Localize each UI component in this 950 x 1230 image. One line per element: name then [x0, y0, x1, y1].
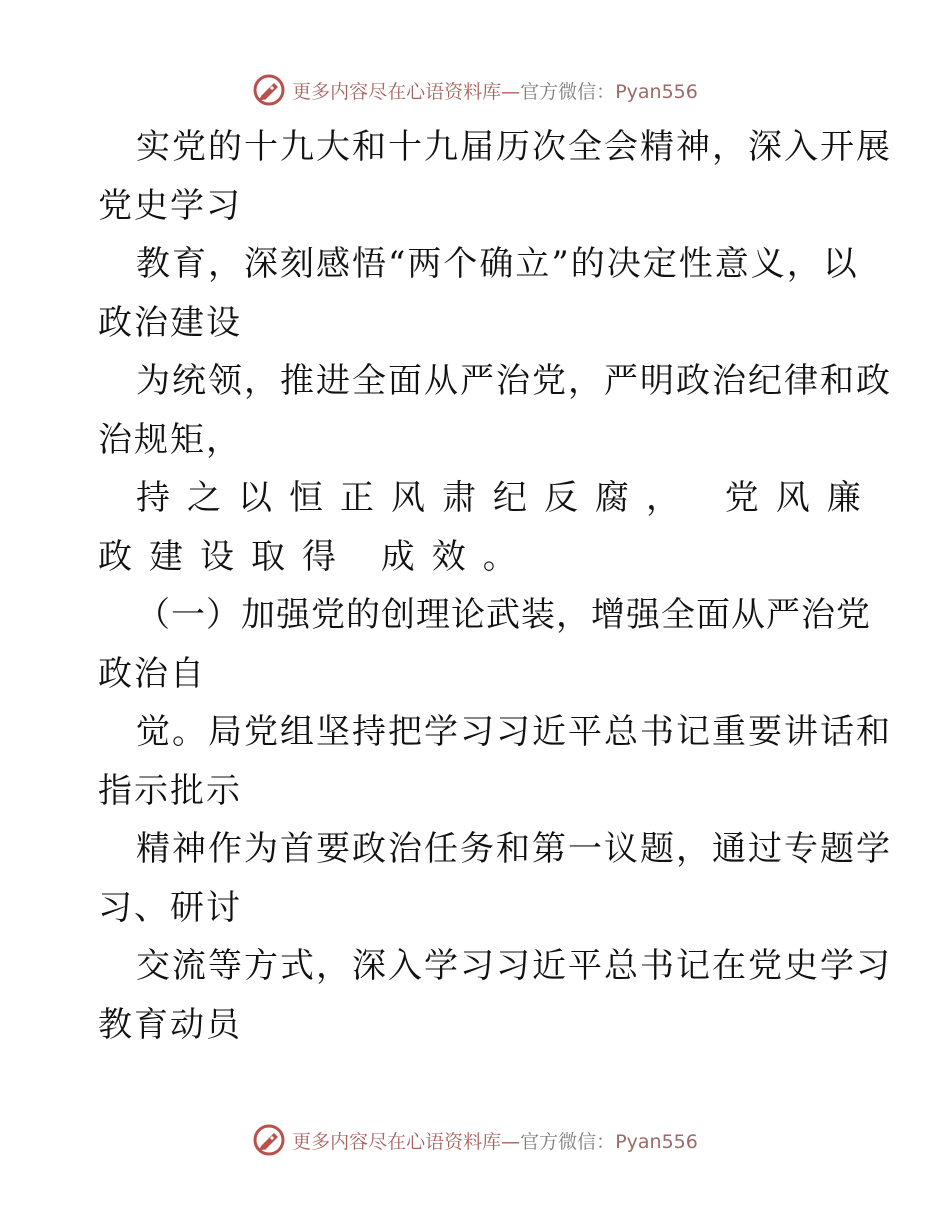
paragraph-line: 政建设取得 成效。 [98, 536, 534, 577]
footer-watermark [0, 1120, 950, 1160]
paragraph-line: 党史学习 [98, 185, 242, 226]
paragraph-line: 指示批示 [98, 770, 242, 811]
section-heading-line: （一）加强党的创理论武装，增强全面从严治党 [136, 595, 871, 635]
document-body [98, 118, 892, 1054]
watermark-wechat-id: Pyan556 [615, 80, 698, 103]
watermark-site-text: 更多内容尽在心语资料库 [292, 1130, 502, 1153]
pen-nib-logo-icon [252, 1123, 286, 1157]
watermark-official-label: 官方微信： [520, 80, 616, 103]
watermark-dash: — [501, 80, 521, 103]
paragraph-line: 政治建设 [98, 302, 242, 343]
watermark-text [292, 77, 698, 104]
paragraph-line: 交流等方式，深入学习习近平总书记在党史学习 [136, 946, 892, 986]
paragraph-line: 为统领，推进全面从严治党，严明政治纪律和政 [136, 361, 892, 401]
paragraph-line: 持之以恒正风肃纪反腐， 党风廉 [136, 478, 878, 518]
watermark-text [292, 1127, 698, 1154]
paragraph-line: 治规矩， [98, 419, 242, 460]
paragraph-line: 教育，深刻感悟“两个确立”的决定性意义，以 [136, 244, 859, 284]
watermark-wechat-id: Pyan556 [615, 1130, 698, 1153]
paragraph-line: 觉。局党组坚持把学习习近平总书记重要讲话和 [136, 712, 892, 752]
watermark-official-label: 官方微信： [520, 1130, 616, 1153]
watermark-dash: — [501, 1130, 521, 1153]
paragraph-line: 实党的十九大和十九届历次全会精神，深入开展 [136, 127, 892, 167]
header-watermark [0, 70, 950, 110]
watermark-site-text: 更多内容尽在心语资料库 [292, 80, 502, 103]
paragraph-line: 精神作为首要政治任务和第一议题，通过专题学 [136, 829, 892, 869]
paragraph-line: 政治自 [98, 653, 206, 694]
paragraph-line: 教育动员 [98, 1004, 242, 1045]
pen-nib-logo-icon [252, 73, 286, 107]
paragraph-line: 习、研讨 [98, 887, 242, 928]
